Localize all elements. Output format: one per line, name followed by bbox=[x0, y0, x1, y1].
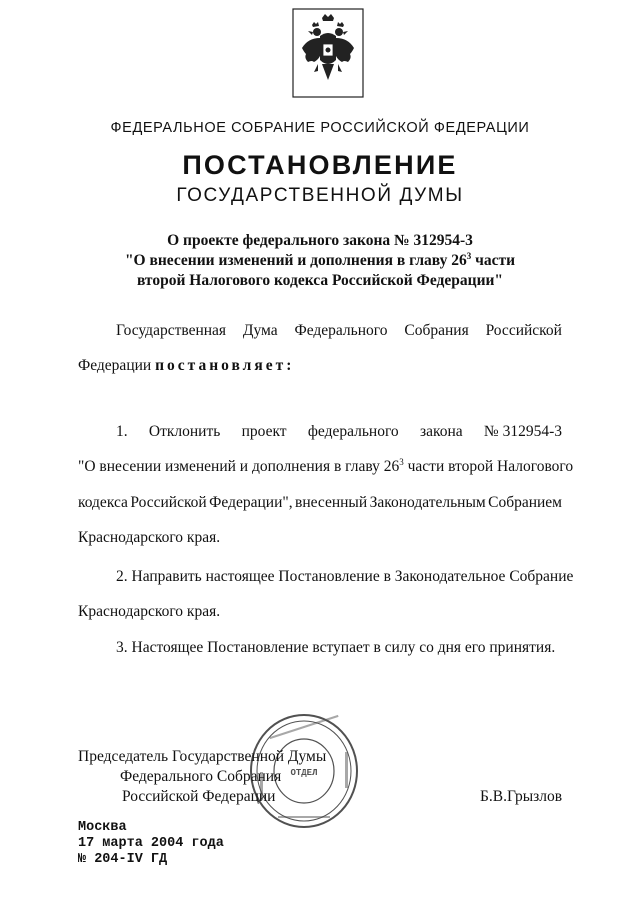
signatory-name: Б.В.Грызлов bbox=[480, 788, 563, 805]
footer-number: № 204-IV ГД bbox=[78, 852, 168, 867]
item-1-line-2: "О внесении изменений и дополнения в главу $26^3$ части второй Налогового bbox=[78, 456, 574, 475]
item-2-line-1: 2. Направить настоящее Постановление в Законодательное Собрание bbox=[116, 568, 574, 585]
signatory-title-line-1: Председатель Государственной Думы bbox=[78, 748, 327, 765]
preamble-line-1: Государственная Дума Федерального Собрания Российской bbox=[116, 322, 562, 339]
item-2-line-2: Краснодарского края. bbox=[78, 603, 221, 620]
footer-city: Москва bbox=[78, 820, 127, 835]
subject-line-3: второй Налогового кодекса Российской Федерации" bbox=[136, 272, 504, 289]
item-1-line-3: кодекса Российской Федерации", внесенный Законодательным Собранием bbox=[78, 494, 562, 511]
state-emblem bbox=[292, 8, 364, 98]
issuer-name: ГОСУДАРСТВЕННОЙ ДУМЫ bbox=[176, 185, 464, 206]
signatory-title-line-3: Российской Федерации bbox=[122, 788, 276, 805]
item-3-line-1: 3. Настоящее Постановление вступает в силу со дня его принятия. bbox=[116, 639, 556, 656]
footer-date: 17 марта 2004 года bbox=[78, 836, 224, 851]
preamble-line-2: Федерации постановляет: bbox=[78, 357, 295, 374]
subject-line-1: О проекте федерального закона № 312954-3 bbox=[167, 232, 473, 249]
double-headed-eagle-icon bbox=[292, 8, 364, 98]
document-type: ПОСТАНОВЛЕНИЕ bbox=[182, 150, 458, 180]
item-1-line-1: 1. Отклонить проект федерального закона № 312954-3 bbox=[116, 423, 562, 440]
item-1-line-4: Краснодарского края. bbox=[78, 529, 221, 546]
stamp-center-text: ОТДЕЛ bbox=[290, 768, 318, 778]
signatory-title-line-2: Федерального Собрания bbox=[120, 768, 282, 785]
organization-name: ФЕДЕРАЛЬНОЕ СОБРАНИЕ РОССИЙСКОЙ ФЕДЕРАЦИИ bbox=[110, 120, 530, 136]
subject-line-2: "О внесении изменений и дополнения в главу $26^3$ части bbox=[124, 250, 516, 269]
